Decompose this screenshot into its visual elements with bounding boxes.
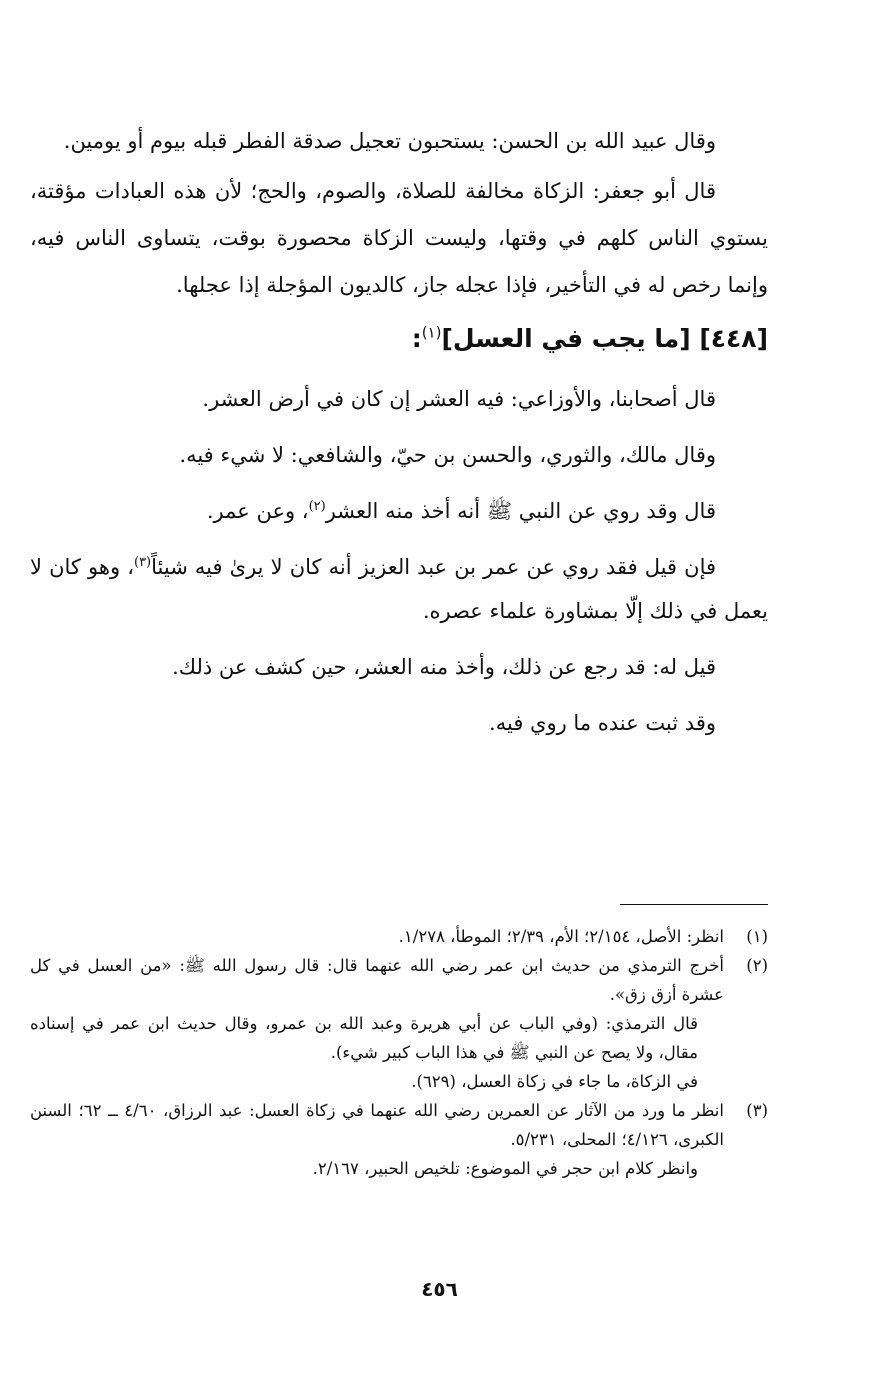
footnote-ref-3[interactable]: (٣)	[133, 555, 152, 570]
footnote-number: (٣)	[746, 1101, 768, 1120]
footnote-text: وانظر كلام ابن حجر في الموضوع: تلخيص الحبير، ٢/١٦٧.	[312, 1159, 698, 1178]
section-heading	[30, 319, 768, 359]
section-heading-colon: :	[411, 324, 422, 353]
footnote-ref-1[interactable]: (١)	[421, 323, 442, 342]
footnote-text: أخرج الترمذي من حديث ابن عمر رضي الله عنهما قال: قال رسول الله ﷺ: «من العسل في كل عشرة أزق زق».	[30, 956, 724, 1004]
paragraph-6-text-b: ، وهو كان لا يعمل في ذلك إلّا بمشاورة علماء عصره.	[30, 555, 768, 623]
paragraph-7: قيل له: قد رجع عن ذلك، وأخذ منه العشر، حين كشف عن ذلك.	[172, 655, 716, 679]
footnote-ref-2[interactable]: (٢)	[308, 499, 326, 514]
footnote-1	[30, 922, 768, 951]
paragraph-2: قال أبو جعفر: الزكاة مخالفة للصلاة، والصوم، والحج؛ لأن هذه العبادات مؤقتة، يستوي الناس كلهم في وقتها، وليست الزكاة محصورة بوقت، يتساوى الناس فيه، وإنما رخص له في التأخير، فإذا عجله جاز، كالديون المؤجلة إذا عجلها.	[30, 179, 768, 297]
paragraph-1: وقال عبيد الله بن الحسن: يستحبون تعجيل صدقة الفطر قبله بيوم أو يومين.	[63, 129, 716, 153]
footnote-text: انظر: الأصل، ٢/١٥٤؛ الأم، ٢/٣٩؛ الموطأ، ١/٢٧٨.	[398, 927, 724, 946]
footnote-3	[30, 1096, 768, 1183]
footnote-text: انظر ما ورد من الآثار عن العمرين رضي الله عنهما في زكاة العسل: عبد الرزاق، ٤/٦٠ ــ ٦٢؛ السنن الكبرى، ٤/١٢٦؛ المحلى، ٥/٢٣١.	[30, 1101, 724, 1149]
paragraph-3: قال أصحابنا، والأوزاعي: فيه العشر إن كان في أرض العشر.	[202, 387, 716, 411]
paragraph-5-text-a: قال وقد روي عن النبي ﷺ أنه أخذ منه العشر	[325, 499, 716, 523]
paragraph-5	[30, 483, 768, 539]
footnote-number: (١)	[746, 927, 768, 946]
section-heading-text: [٤٤٨] [ما يجب في العسل]	[441, 324, 768, 353]
section-body	[30, 371, 768, 751]
footnote-number: (٢)	[746, 956, 768, 975]
footnote-separator	[620, 904, 768, 905]
footnote-2	[30, 951, 768, 1096]
paragraph-6	[30, 545, 768, 633]
page-number: ٤٥٦	[421, 1277, 458, 1301]
footnotes	[30, 922, 768, 1183]
paragraph-8: وقد ثبت عنده ما روي فيه.	[489, 711, 716, 735]
footnote-text: قال الترمذي: (وفي الباب عن أبي هريرة وعبد الله بن عمرو، وقال حديث ابن عمر في إسناده مقال، ولا يصح عن النبي ﷺ في هذا الباب كبير شيء).	[30, 1014, 698, 1062]
page-body	[30, 118, 768, 751]
footnote-text: في الزكاة، ما جاء في زكاة العسل، (٦٢٩).	[411, 1072, 698, 1091]
paragraph-5-text-b: ، وعن عمر.	[206, 499, 309, 523]
paragraph-6-text-a: فإن قيل فقد روي عن عمر بن عبد العزيز أنه كان لا يرىٰ فيه شيئاً	[151, 555, 717, 579]
paragraph-4: وقال مالك، والثوري، والحسن بن حيّ، والشافعي: لا شيء فيه.	[179, 443, 716, 467]
